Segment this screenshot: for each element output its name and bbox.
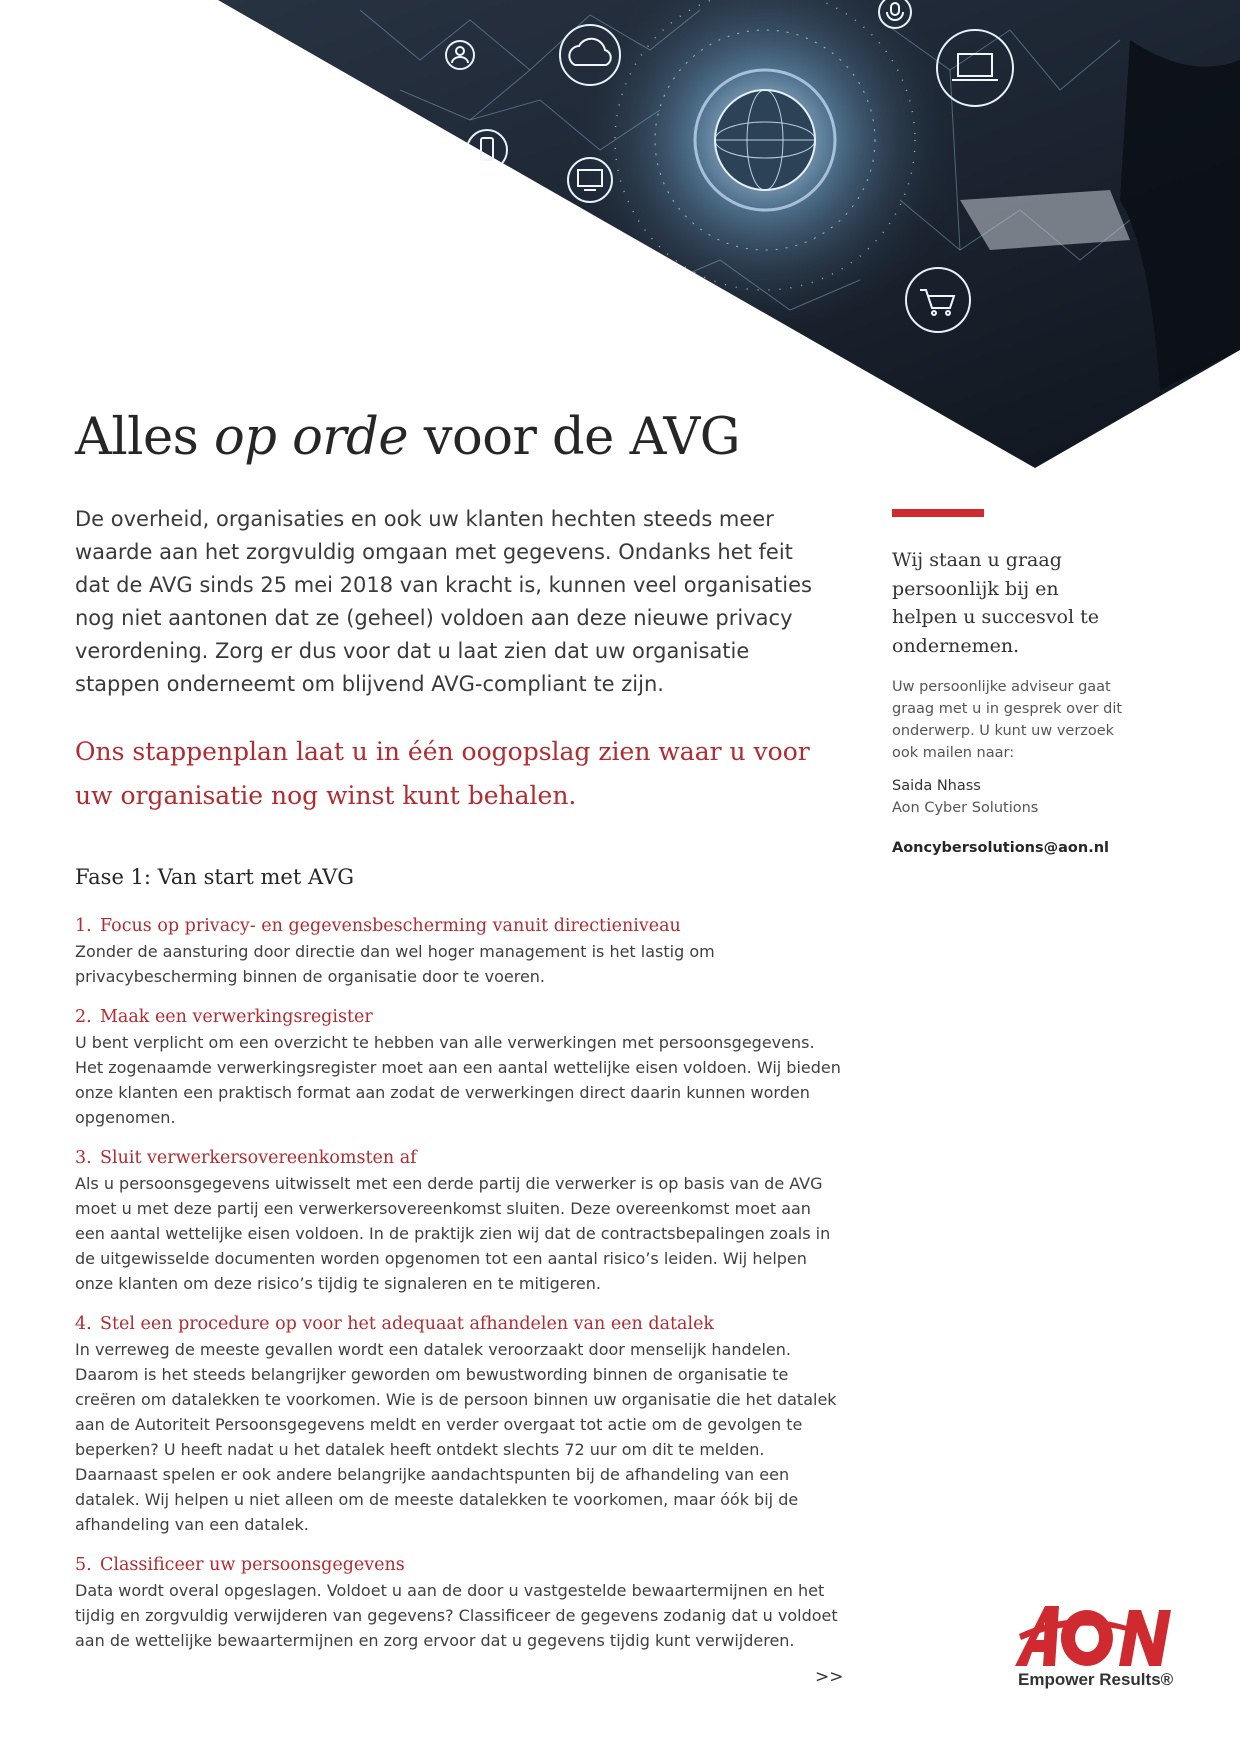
step-item (75, 1146, 845, 1296)
step-title: 4. Stel een procedure op voor het adequaat afhandelen van een datalek (75, 1314, 715, 1334)
phone-icon (481, 138, 493, 160)
step-text: U bent verplicht om een overzicht te hebben van alle verwerkingen met persoonsgegevens. Het zogenaamde verwerkingsregister moet aan een aantal wettelijke eisen voldoen. Wij bieden onze klanten een praktisch format aan zodat de verwerkingen direct daarin kunnen worden opgenomen. (75, 1033, 841, 1127)
monitor-icon (578, 170, 602, 190)
step-title: 5. Classificeer uw persoonsgegevens (75, 1555, 405, 1575)
step-title: 1. Focus op privacy- en gegevensbescherming vanuit directieniveau (75, 916, 681, 936)
aside-text: Uw persoonlijke adviseur gaat graag met u in gesprek over dit onderwerp. U kunt uw verzoek ook mailen naar: (892, 679, 1123, 761)
microphone-icon (887, 3, 903, 20)
hero-icons (0, 0, 1240, 470)
page-title: Alles op orde voor de AVG (75, 408, 740, 467)
step-title: 3. Sluit verwerkersovereenkomsten af (75, 1148, 417, 1168)
contact-email-link[interactable]: Aoncybersolutions@aon.nl (892, 840, 1109, 856)
shopping-cart-icon (920, 290, 954, 315)
laptop-icon (952, 54, 998, 80)
steps-list (75, 914, 845, 1669)
aside-lead: Wij staan u graag persoonlijk bij en helpen u succesvol te ondernemen. (892, 549, 1099, 657)
step-text: Zonder de aansturing door directie dan wel hoger management is het lastig om privacybescherming binnen de organisatie door te voeren. (75, 942, 715, 986)
intro-paragraph: De overheid, organisaties en ook uw klanten hechten steeds meer waarde aan het zorgvuldig omgaan met gegevens. Ondanks het feit dat de AVG sinds 25 mei 2018 van kracht is, kunnen veel organisaties nog niet aantonen dat ze (geheel) voldoen aan deze nieuwe privacy verordening. Zorg er dus voor dat u laat zien dat uw organisatie stappen onderneemt om blijvend AVG-compliant te zijn. (75, 507, 812, 696)
step-title: 2. Maak een verwerkingsregister (75, 1007, 373, 1027)
accent-bar (892, 509, 984, 517)
step-text: Data wordt overal opgeslagen. Voldoet u aan de door u vastgestelde bewaartermijnen en het tijdig en zorgvuldig verwijderen van gegevens? Classificeer de gegevens zodanig dat u voldoet aan de wettelijke bewaartermijnen en zorg ervoor dat u gegevens tijdig kunt verwijderen. (75, 1581, 838, 1650)
user-icon (452, 47, 468, 63)
step-item (75, 1553, 845, 1653)
step-text: Als u persoonsgegevens uitwisselt met een derde partij die verwerker is op basis van de AVG moet u met deze partij een verwerkersovereenkomst sluiten. Deze overeenkomst moet aan een aantal wettelijke eisen voldoen. In de praktijk zien wij dat de contractsbepalingen zoals in de uitgewisselde documenten worden opgenomen tot een aantal risico’s leiden. Wij helpen onze klanten om deze risico’s tijdig te signaleren en te mitigeren. (75, 1174, 831, 1293)
step-item (75, 1312, 845, 1537)
contact-company: Aon Cyber Solutions (892, 800, 1039, 816)
step-text: In verreweg de meeste gevallen wordt een datalek veroorzaakt door menselijk handelen. Daarom is het steeds belangrijker geworden om bewustwording binnen de organisatie te creëren om datalekken te voorkomen. Wie is de persoon binnen uw organisatie die het datalek aan de Autoriteit Persoonsgegevens meldt en verder overgaat tot actie om de gevolgen te beperken? U heeft nadat u het datalek heeft ontdekt slechts 72 uur om dit te melden. Daarnaast spelen er ook andere belangrijke aandachtspunten bij de afhandeling van een datalek. Wij helpen u niet alleen om de meeste datalekken te voorkomen, maar óók bij de afhandeling van een datalek. (75, 1340, 837, 1534)
lead-statement: Ons stappenplan laat u in één oogopslag zien waar u voor uw organisatie nog winst kunt behalen. (75, 737, 810, 810)
step-item (75, 914, 845, 989)
next-page-link[interactable]: >> (815, 1667, 844, 1687)
phase-heading: Fase 1: Van start met AVG (75, 865, 355, 889)
brand-tagline: Empower Results® (1018, 1670, 1174, 1689)
contact-name: Saida Nhass (892, 778, 981, 794)
cloud-icon (569, 39, 610, 65)
step-item (75, 1005, 845, 1130)
